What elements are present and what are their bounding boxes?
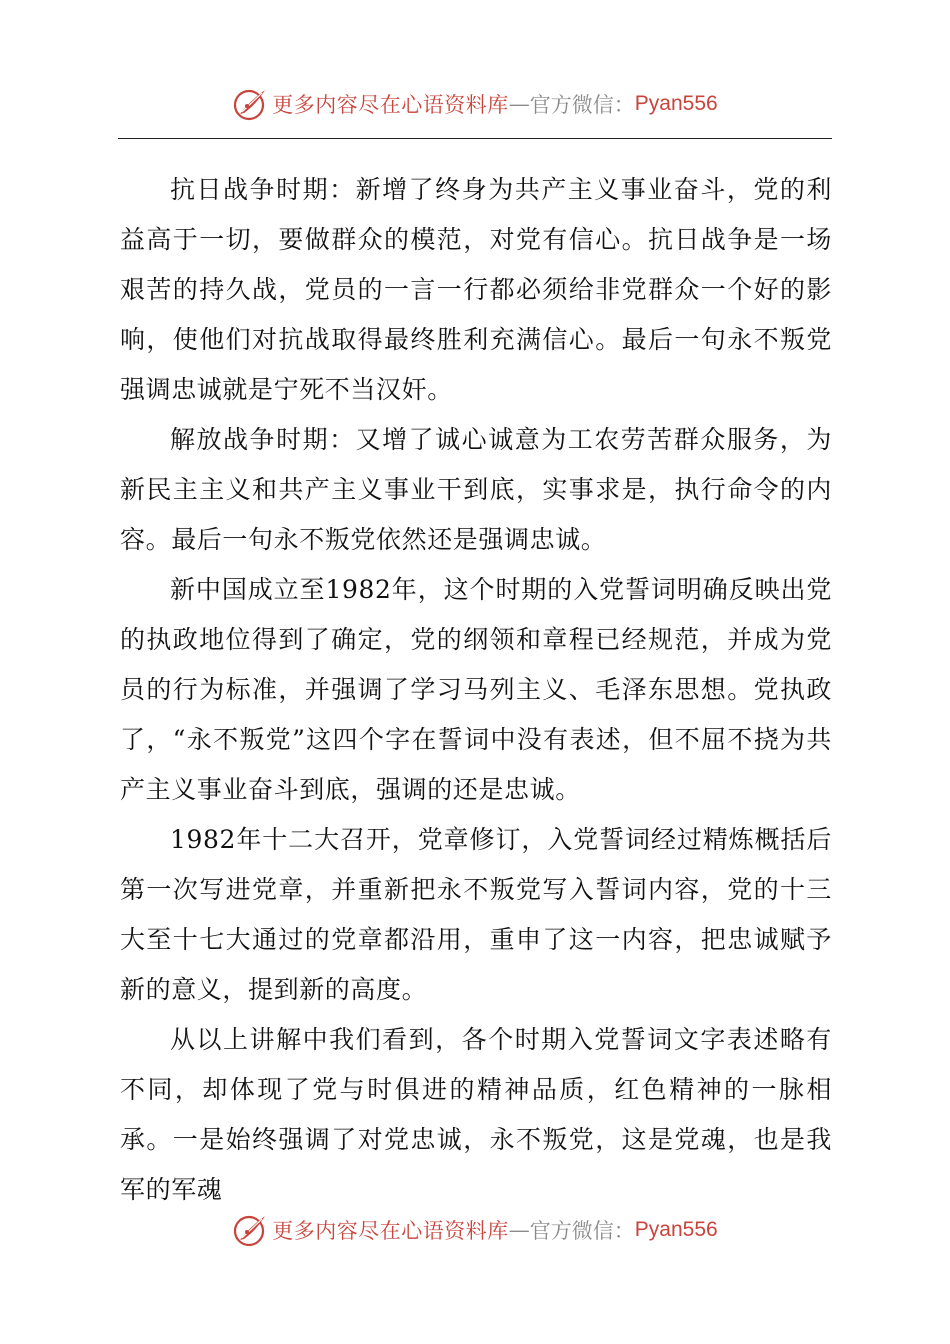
banner-wechat-id: Pyan556 [634,1218,718,1241]
banner-wechat-label: 官方微信： [529,1219,635,1243]
paragraph: 解放战争时期：又增了诚心诚意为工农劳苦群众服务，为新民主主义和共产主义事业干到底，实事求是，执行命令的内容。最后一句永不叛党依然还是强调忠诚。 [120,425,832,554]
document-body [120,165,832,1215]
banner-site-text: 更多内容尽在心语资料库 [272,1219,509,1243]
header-banner [0,82,950,126]
header-divider [118,138,832,139]
feather-pen-seal-icon [232,1212,268,1248]
banner-dash: — [508,1218,530,1242]
feather-pen-seal-icon [232,86,268,122]
paragraph: 新中国成立至1982年，这个时期的入党誓词明确反映出党的执政地位得到了确定，党的纲领和章程已经规范，并成为党员的行为标准，并强调了学习马列主义、毛泽东思想。党执政了，“永不叛党”这四个字在誓词中没有表述，但不屈不挠为共产主义事业奋斗到底，强调的还是忠诚。 [120,575,832,804]
paragraph: 抗日战争时期：新增了终身为共产主义事业奋斗，党的利益高于一切，要做群众的模范，对党有信心。抗日战争是一场艰苦的持久战，党员的一言一行都必须给非党群众一个好的影响，使他们对抗战取得最终胜利充满信心。最后一句永不叛党强调忠诚就是宁死不当汉奸。 [120,175,832,404]
footer-banner [0,1208,950,1252]
banner-site-text: 更多内容尽在心语资料库 [272,93,509,117]
paragraph: 1982年十二大召开，党章修订，入党誓词经过精炼概括后第一次写进党章，并重新把永不叛党写入誓词内容，党的十三大至十七大通过的党章都沿用，重申了这一内容，把忠诚赋予新的意义，提到新的高度。 [120,825,832,1004]
banner-wechat-id: Pyan556 [634,92,718,115]
banner-wechat-label: 官方微信： [529,93,635,117]
paragraph: 从以上讲解中我们看到，各个时期入党誓词文字表述略有不同，却体现了党与时俱进的精神品质，红色精神的一脉相承。一是始终强调了对党忠诚，永不叛党，这是党魂，也是我军的军魂 [120,1025,832,1204]
banner-dash: — [508,92,530,116]
